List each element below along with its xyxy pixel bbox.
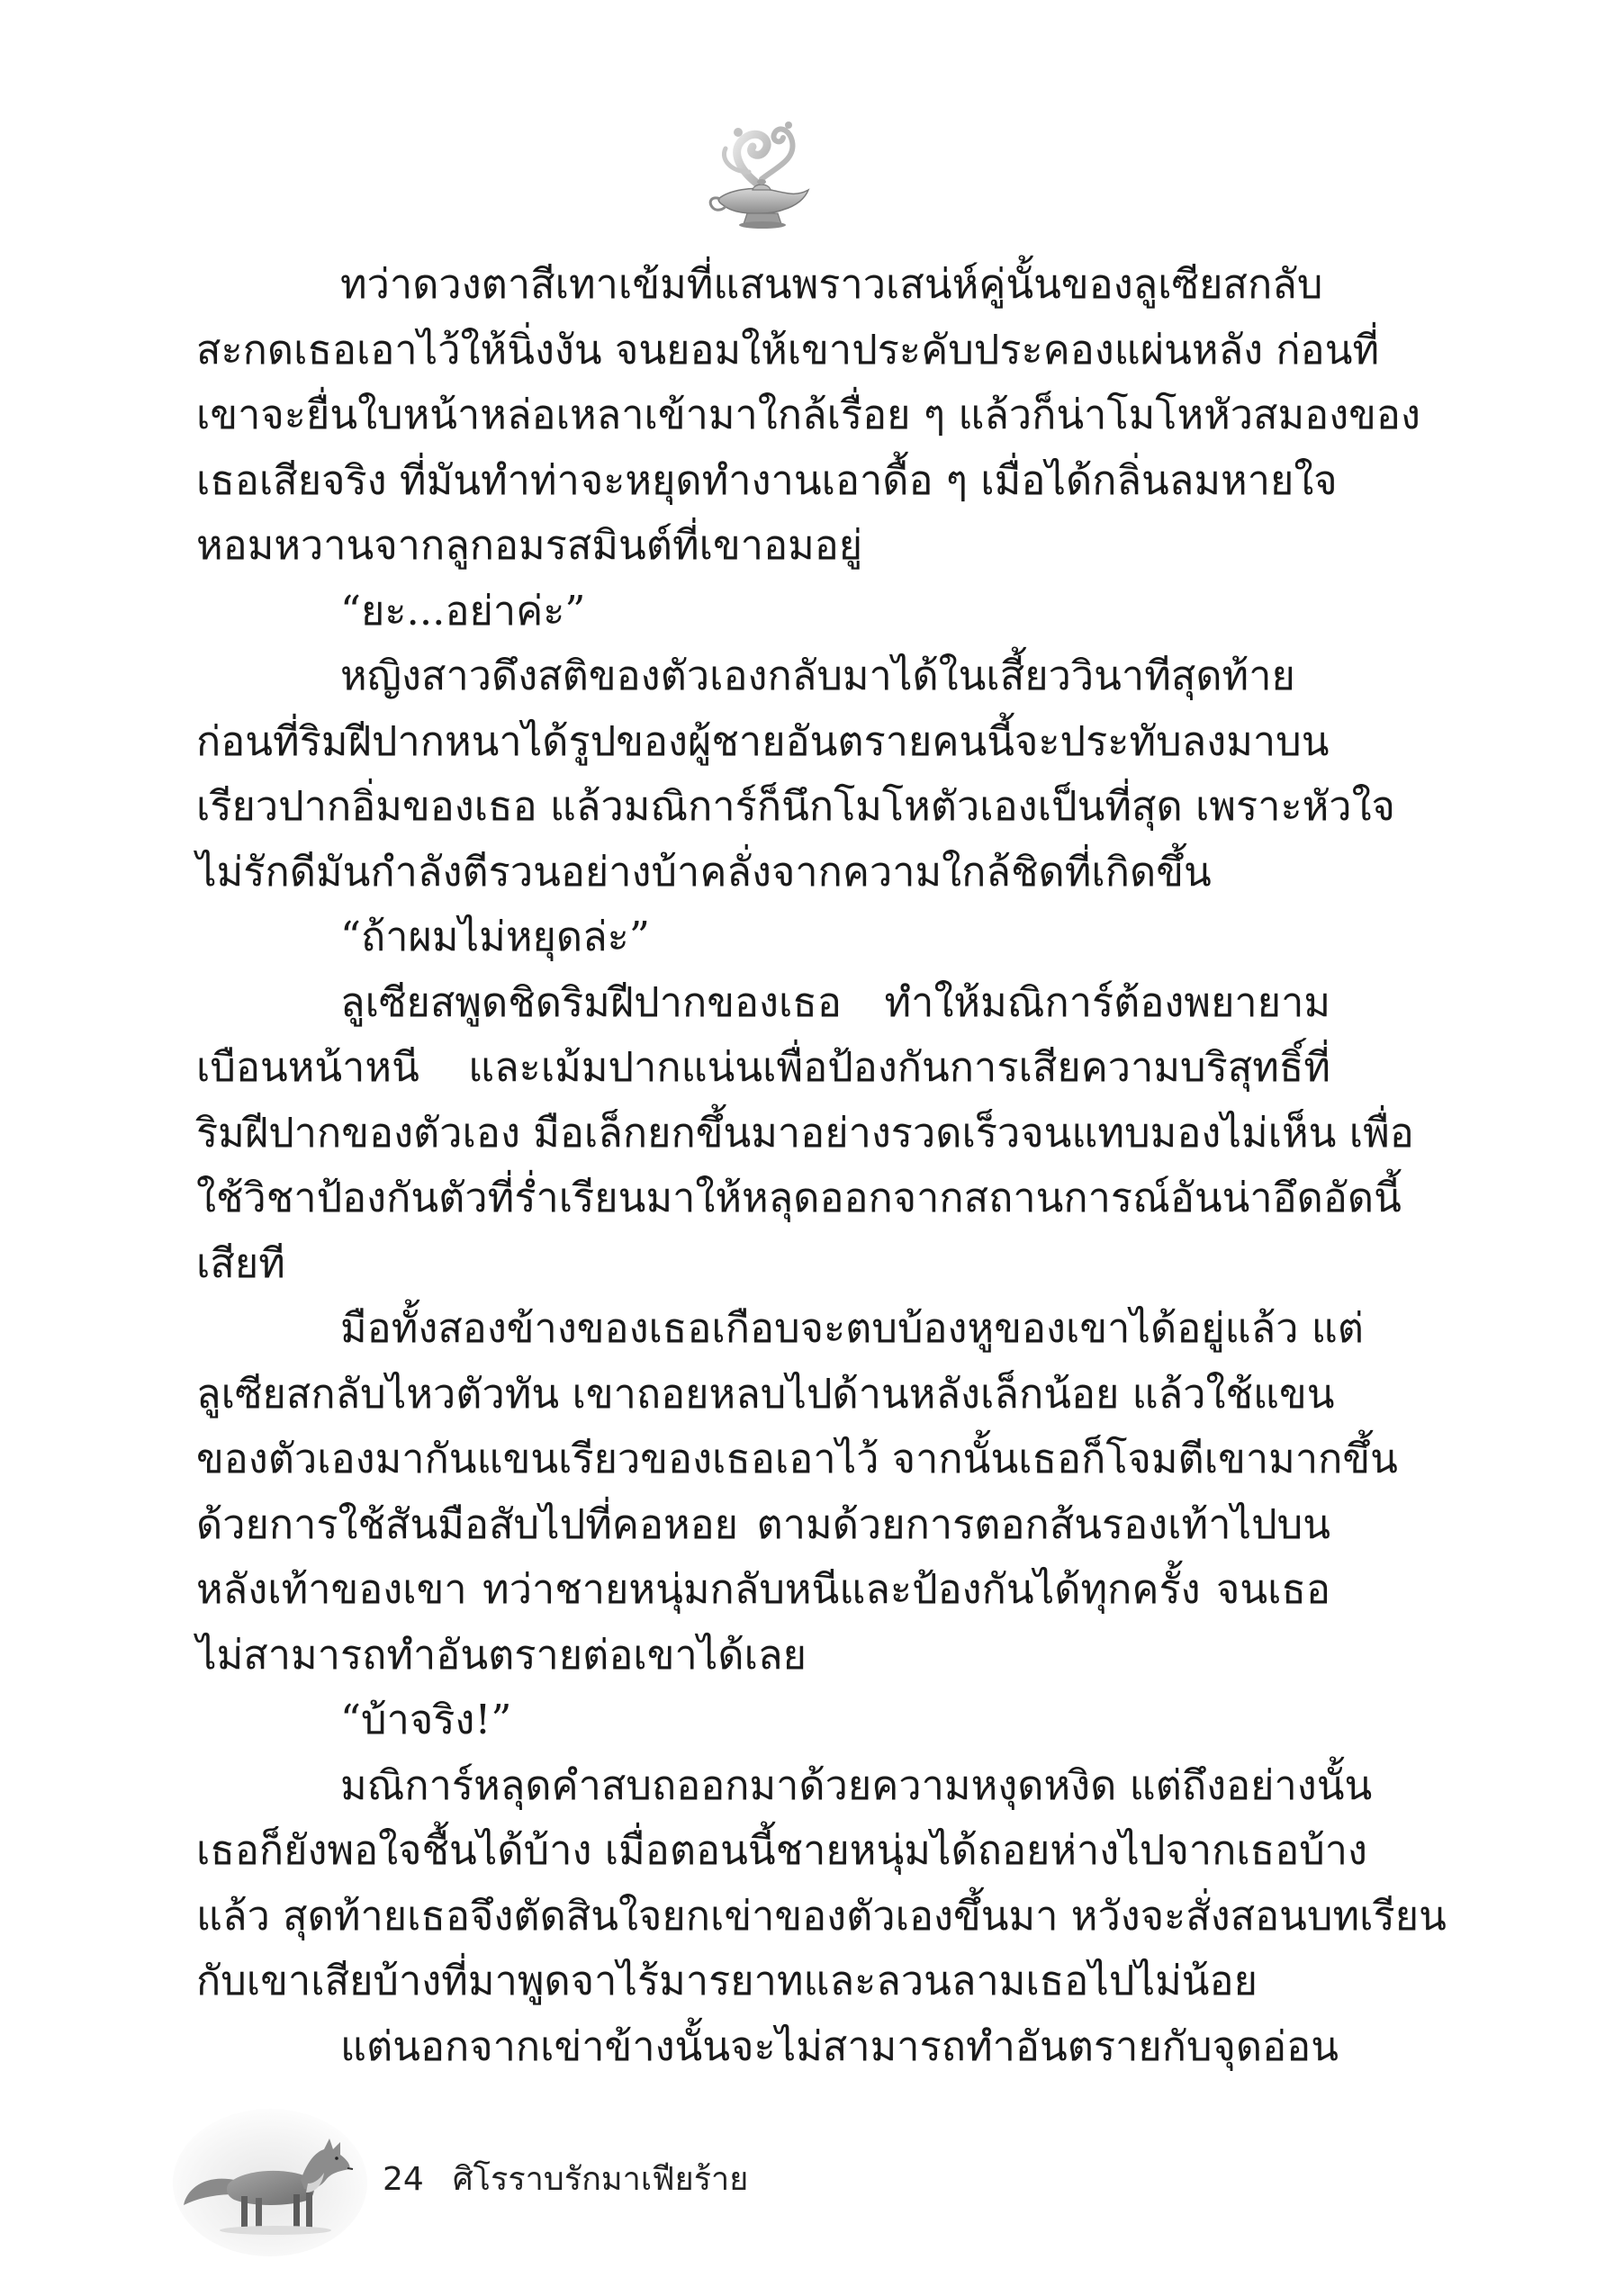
text-line: มณิการ์หลุดคำสบถออกมาด้วยความหงุดหงิด แต่ถึงอย่างนั้น — [340, 1760, 1373, 1809]
text-line: แล้ว สุดท้ายเธอจึงตัดสินใจยกเข่าของตัวเองขึ้นมา หวังจะสั่งสอนบทเรียน — [196, 1891, 1447, 1940]
text-line: เขาจะยื่นใบหน้าหล่อเหลาเข้ามาใกล้เรื่อย ๆ แล้วก็น่าโมโหหัวสมองของ — [196, 391, 1420, 438]
text-line: “ยะ...อย่าค่ะ” — [340, 586, 586, 635]
text-line: ไม่สามารถทำอันตรายต่อเขาได้เลย — [196, 1630, 807, 1679]
page-folio — [383, 2153, 748, 2204]
text-line: กับเขาเสียบ้างที่มาพูดจาไร้มารยาทและลวนลามเธอไปไม่น้อย — [196, 1957, 1258, 2004]
genie-lamp-ornament-icon — [702, 113, 819, 239]
text-line: “บ้าจริง!” — [340, 1696, 512, 1743]
dialogue-paragraph — [196, 1688, 1330, 1753]
text-line: ลูเซียสพูดชิดริมฝีปากของเธอ ทำให้มณิการ์ต้องพยายาม — [340, 977, 1330, 1026]
text-line: ของตัวเองมากันแขนเรียวของเธอเอาไว้ จากนั้นเธอก็โจมตีเขามากขึ้น — [196, 1435, 1398, 1482]
dialogue-paragraph — [196, 579, 1330, 644]
page-number: 24 — [383, 2161, 424, 2198]
fox-vignette-icon — [171, 2097, 369, 2259]
text-line: เสียที — [196, 1238, 285, 1287]
text-line: ก่อนที่ริมฝีปากหนาได้รูปของผู้ชายอันตรายคนนี้จะประทับลงมาบน — [196, 716, 1330, 765]
narration-paragraph — [196, 1296, 1398, 1688]
text-line: ทว่าดวงตาสีเทาเข้มที่แสนพราวเสน่ห์คู่นั้นของลูเซียสกลับ — [340, 260, 1323, 308]
text-line: ใช้วิชาป้องกันตัวที่ร่ำเรียนมาให้หลุดออกจากสถานการณ์อันน่าอึดอัดนี้ — [196, 1174, 1402, 1221]
text-line: แต่นอกจากเข่าข้างนั้นจะไม่สามารถทำอันตรายกับจุดอ่อน — [340, 2021, 1339, 2070]
text-line: เบือนหน้าหนี และเม้มปากแน่นเพื่อป้องกันการเสียความบริสุทธิ์ที่ — [196, 1043, 1330, 1091]
chapter-body-text — [196, 252, 1447, 2079]
text-line: ลูเซียสกลับไหวตัวทัน เขาถอยหลบไปด้านหลังเล็กน้อย แล้วใช้แขน — [196, 1369, 1335, 1418]
page-footer — [171, 2097, 801, 2259]
text-line: เธอก็ยังพอใจชื้นได้บ้าง เมื่อตอนนี้ชายหนุ่มได้ถอยห่างไปจากเธอบ้าง — [196, 1826, 1368, 1874]
text-line: ด้วยการใช้สันมือสับไปที่คอหอย ตามด้วยการตอกส้นรองเท้าไปบน — [196, 1499, 1330, 1548]
text-line: สะกดเธอเอาไว้ให้นิ่งงัน จนยอมให้เขาประคับประคองแผ่นหลัง ก่อนที่ — [196, 325, 1380, 374]
narration-paragraph — [196, 970, 1414, 1297]
text-line: ริมฝีปากของตัวเอง มือเล็กยกขึ้นมาอย่างรวดเร็วจนแทบมองไม่เห็น เพื่อ — [196, 1108, 1414, 1157]
text-line: มือทั้งสองข้างของเธอเกือบจะตบบ้องหูของเขาได้อยู่แล้ว แต่ — [340, 1304, 1364, 1352]
book-title: ศิโรราบรักมาเฟียร้าย — [452, 2161, 749, 2198]
narration-paragraph — [196, 252, 1420, 579]
text-line: “ถ้าผมไม่หยุดล่ะ” — [340, 913, 650, 960]
narration-paragraph — [196, 2014, 1339, 2080]
text-line: ไม่รักดีมันกำลังตีรวนอย่างบ้าคลั่งจากความใกล้ชิดที่เกิดขึ้น — [196, 847, 1212, 896]
narration-paragraph — [196, 1753, 1447, 2014]
narration-paragraph — [196, 644, 1395, 905]
text-line: หอมหวานจากลูกอมรสมินต์ที่เขาอมอยู่ — [196, 521, 863, 569]
text-line: เรียวปากอิ่มของเธอ แล้วมณิการ์ก็นึกโมโหตัวเองเป็นที่สุด เพราะหัวใจ — [196, 782, 1395, 830]
dialogue-paragraph — [196, 905, 1330, 970]
text-line: เธอเสียจริง ที่มันทำท่าจะหยุดทำงานเอาดื้อ ๆ เมื่อได้กลิ่นลมหายใจ — [196, 455, 1338, 504]
text-line: หญิงสาวดึงสติของตัวเองกลับมาได้ในเสี้ยววินาทีสุดท้าย — [340, 652, 1295, 699]
text-line: หลังเท้าของเขา ทว่าชายหนุ่มกลับหนีและป้องกันได้ทุกครั้ง จนเธอ — [196, 1565, 1330, 1613]
